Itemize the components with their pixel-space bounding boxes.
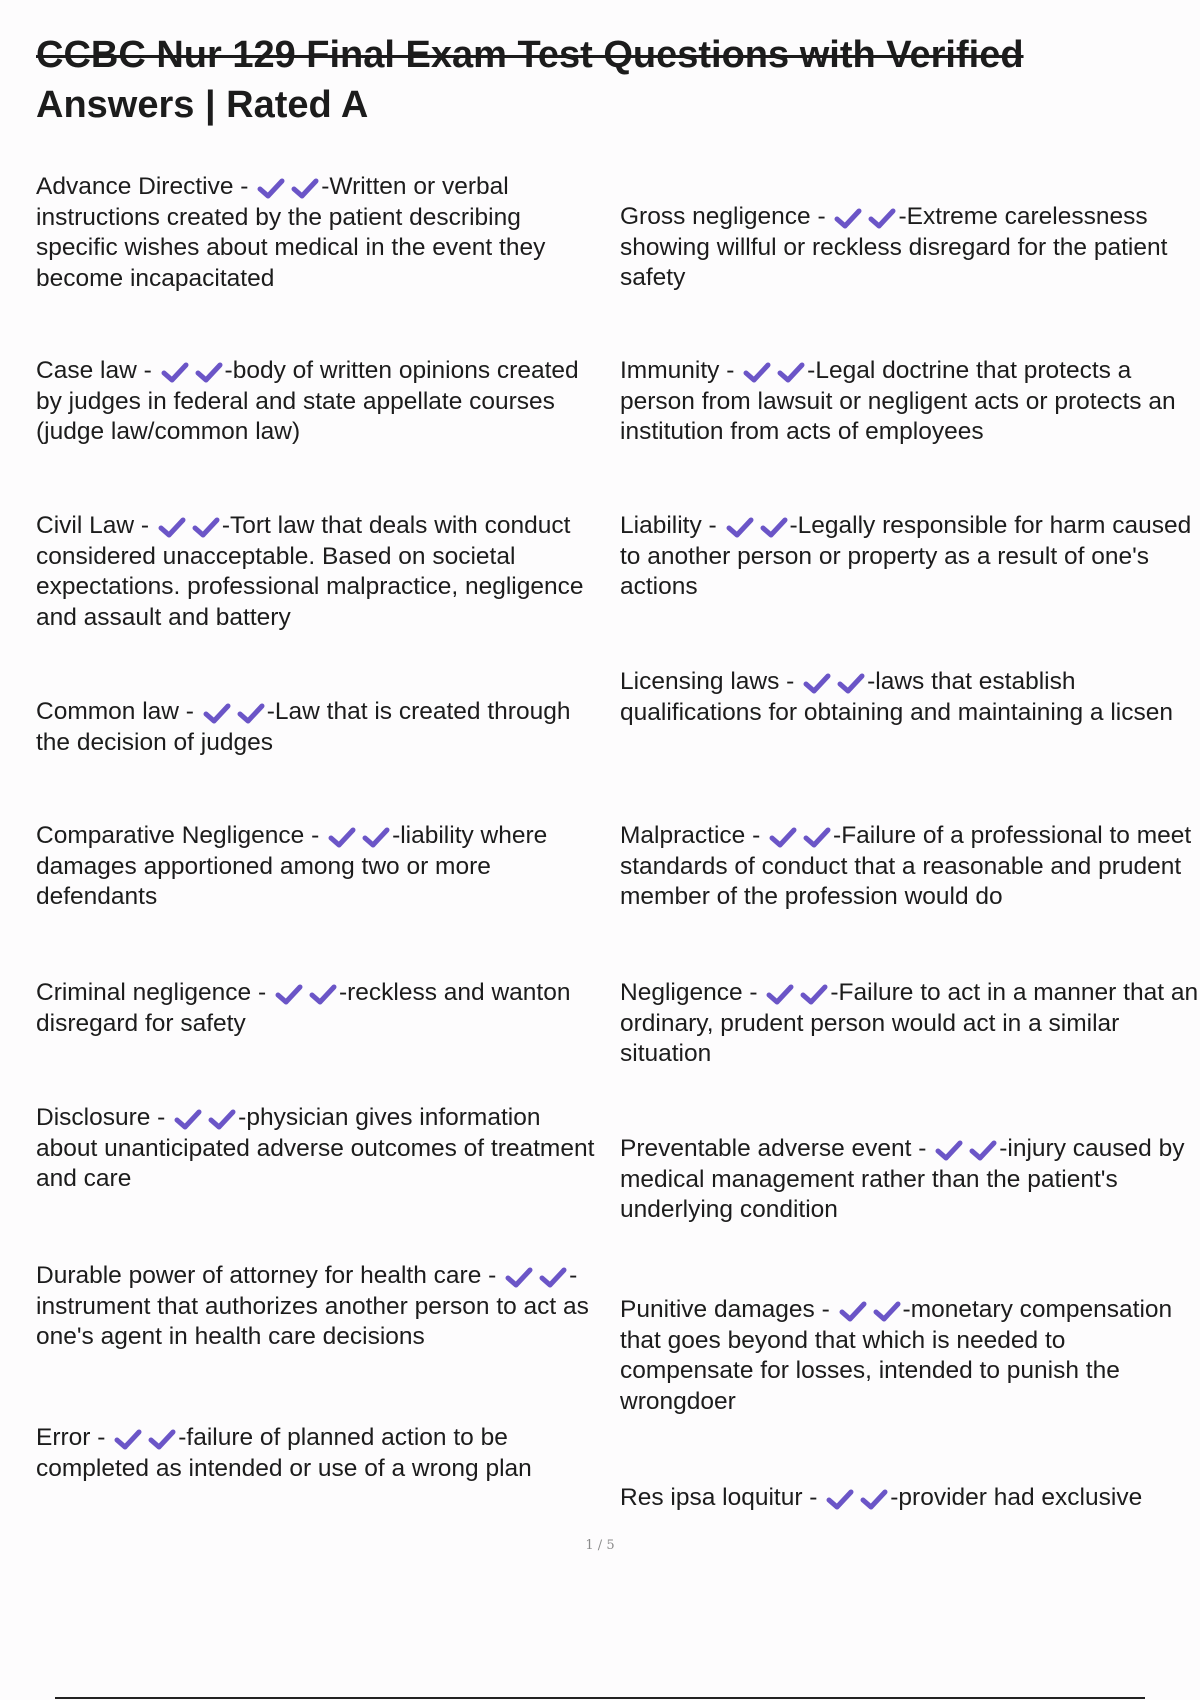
entry-term: Common law bbox=[36, 698, 179, 725]
double-check-icon bbox=[833, 205, 897, 231]
title-line-1: CCBC Nur 129 Final Exam Test Questions with Verified bbox=[36, 34, 1024, 76]
entry-term: Immunity bbox=[620, 357, 720, 384]
entry-term: Malpractice bbox=[620, 822, 746, 849]
entry-definition: -failure of planned action to be completed as intended or use of a wrong plan bbox=[36, 1424, 532, 1482]
entry-definition: -Failure of a professional to meet standards of conduct that a reasonable and prudent member of the profession would do bbox=[620, 822, 1192, 910]
entry-term: Gross negligence bbox=[620, 203, 811, 230]
bottom-divider bbox=[55, 1697, 1145, 1699]
entry-definition: -Legal doctrine that protects a person from lawsuit or negligent acts or protects an institution from acts of employees bbox=[620, 357, 1176, 445]
title-line-2: Answers | Rated A bbox=[36, 84, 369, 126]
double-check-icon bbox=[825, 1486, 889, 1512]
flashcard-entry-gross-negligence: Gross negligence - -Extreme carelessness showing willful or reckless disregard for the patient safety bbox=[620, 203, 1168, 291]
flashcard-entry-disclosure: Disclosure - -physician gives information about unanticipated adverse outcomes of treatment and care bbox=[36, 1104, 595, 1192]
entry-term: Comparative Negligence bbox=[36, 822, 305, 849]
flashcard-entry-common-law: Common law - -Law that is created through the decision of judges bbox=[36, 698, 571, 756]
entry-definition: -physician gives information about unanticipated adverse outcomes of treatment and care bbox=[36, 1104, 595, 1192]
flashcard-entry-licensing-laws: Licensing laws - -laws that establish qualifications for obtaining and maintaining a licsen bbox=[620, 668, 1173, 726]
flashcard-entry-civil-law: Civil Law - -Tort law that deals with conduct considered unacceptable. Based on societal expectations. professional malpractice, negligence and assault and battery bbox=[36, 512, 584, 631]
entry-term: Criminal negligence bbox=[36, 979, 252, 1006]
double-check-icon bbox=[765, 981, 829, 1007]
document-title bbox=[36, 30, 1166, 130]
double-check-icon bbox=[173, 1106, 237, 1132]
entry-term: Licensing laws bbox=[620, 668, 780, 695]
double-check-icon bbox=[768, 824, 832, 850]
flashcard-entry-punitive-damages: Punitive damages - -monetary compensation that goes beyond that which is needed to compensate for losses, intended to punish the wrongdoer bbox=[620, 1296, 1173, 1415]
entry-term: Error bbox=[36, 1424, 91, 1451]
entry-definition: -Tort law that deals with conduct considered unacceptable. Based on societal expectations. professional malpractice, negligence and assault and battery bbox=[36, 512, 584, 631]
double-check-icon bbox=[802, 670, 866, 696]
entry-definition: -injury caused by medical management rather than the patient's underlying condition bbox=[620, 1135, 1185, 1223]
flashcard-entry-error: Error - -failure of planned action to be completed as intended or use of a wrong plan bbox=[36, 1424, 532, 1482]
entry-definition: -instrument that authorizes another person to act as one's agent in health care decisions bbox=[36, 1262, 589, 1350]
flashcard-entry-comparative-negligence: Comparative Negligence - -liability where damages apportioned among two or more defendants bbox=[36, 822, 548, 910]
flashcard-entry-preventable-adverse-event: Preventable adverse event - -injury caused by medical management rather than the patient's underlying condition bbox=[620, 1135, 1185, 1223]
double-check-icon bbox=[742, 359, 806, 385]
flashcard-entry-immunity: Immunity - -Legal doctrine that protects a person from lawsuit or negligent acts or protects an institution from acts of employees bbox=[620, 357, 1176, 445]
entry-definition: -Legally responsible for harm caused to another person or property as a result of one's actions bbox=[620, 512, 1192, 600]
flashcard-entry-malpractice: Malpractice - -Failure of a professional to meet standards of conduct that a reasonable and prudent member of the profession would do bbox=[620, 822, 1192, 910]
double-check-icon bbox=[327, 824, 391, 850]
double-check-icon bbox=[113, 1426, 177, 1452]
double-check-icon bbox=[838, 1298, 902, 1324]
entry-definition: -body of written opinions created by judges in federal and state appellate courses (judge law/common law) bbox=[36, 357, 579, 445]
entry-definition: -laws that establish qualifications for obtaining and maintaining a licsen bbox=[620, 668, 1173, 726]
entry-term: Punitive damages bbox=[620, 1296, 815, 1323]
entry-term: Durable power of attorney for health care bbox=[36, 1262, 482, 1289]
entry-term: Civil Law bbox=[36, 512, 135, 539]
flashcard-entry-advance-directive: Advance Directive - -Written or verbal instructions created by the patient describing specific wishes about medical in the event they become incapacitated bbox=[36, 173, 546, 292]
flashcard-entry-durable-power-of-attorney: Durable power of attorney for health care - -instrument that authorizes another person to act as one's agent in health care decisions bbox=[36, 1262, 589, 1350]
double-check-icon bbox=[274, 981, 338, 1007]
entry-definition: -Extreme carelessness showing willful or reckless disregard for the patient safety bbox=[620, 203, 1168, 291]
entry-term: Case law bbox=[36, 357, 137, 384]
entry-term: Negligence bbox=[620, 979, 743, 1006]
entry-definition: -Law that is created through the decision of judges bbox=[36, 698, 571, 756]
double-check-icon bbox=[160, 359, 224, 385]
double-check-icon bbox=[725, 514, 789, 540]
double-check-icon bbox=[157, 514, 221, 540]
double-check-icon bbox=[934, 1137, 998, 1163]
double-check-icon bbox=[202, 700, 266, 726]
entry-definition: -Written or verbal instructions created by the patient describing specific wishes about medical in the event they become incapacitated bbox=[36, 173, 546, 292]
flashcard-entry-criminal-negligence: Criminal negligence - -reckless and wanton disregard for safety bbox=[36, 979, 571, 1037]
entry-term: Disclosure bbox=[36, 1104, 151, 1131]
flashcard-entry-case-law: Case law - -body of written opinions created by judges in federal and state appellate courses (judge law/common law) bbox=[36, 357, 579, 445]
double-check-icon bbox=[504, 1264, 568, 1290]
flashcard-entry-negligence: Negligence - -Failure to act in a manner that an ordinary, prudent person would act in a similar situation bbox=[620, 979, 1199, 1067]
entry-term: Liability bbox=[620, 512, 702, 539]
entry-term: Preventable adverse event bbox=[620, 1135, 912, 1162]
entry-term: Res ipsa loquitur bbox=[620, 1484, 803, 1511]
double-check-icon bbox=[256, 175, 320, 201]
flashcard-entry-liability: Liability - -Legally responsible for harm caused to another person or property as a result of one's actions bbox=[620, 512, 1192, 600]
flashcard-entry-res-ipsa-loquitur: Res ipsa loquitur - -provider had exclusive bbox=[620, 1484, 1143, 1511]
entry-definition: -reckless and wanton disregard for safety bbox=[36, 979, 571, 1037]
page-indicator: 1 / 5 bbox=[585, 1538, 615, 1553]
entry-definition: -liability where damages apportioned among two or more defendants bbox=[36, 822, 548, 910]
entry-definition: -Failure to act in a manner that an ordinary, prudent person would act in a similar situation bbox=[620, 979, 1199, 1067]
entry-definition: -provider had exclusive bbox=[890, 1484, 1143, 1511]
entry-term: Advance Directive bbox=[36, 173, 234, 200]
entry-definition: -monetary compensation that goes beyond that which is needed to compensate for losses, intended to punish the wrongdoer bbox=[620, 1296, 1173, 1415]
